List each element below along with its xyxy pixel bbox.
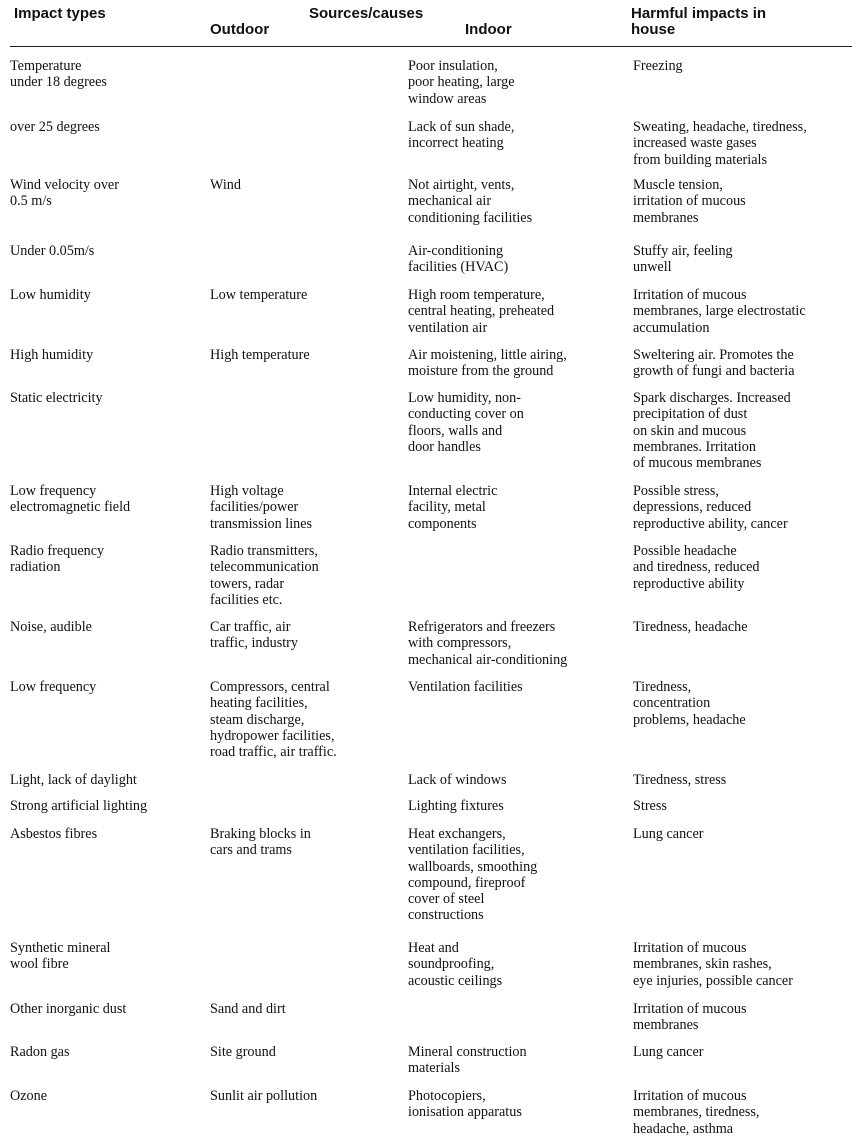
impact-type-cell: Asbestos fibres [10,826,98,842]
impact-type-cell: Temperature under 18 degrees [10,58,107,91]
table-row [10,119,852,177]
harmful-impact-cell: Lung cancer [633,826,704,842]
indoor-source-cell: Refrigerators and freezers with compressors, mechanical air-conditioning [408,619,568,668]
harmful-impact-cell: Irritation of mucous membranes [633,1001,747,1034]
table-row [10,390,852,483]
header-outdoor: Outdoor [210,21,270,38]
header-rule [10,46,852,47]
impacts-table [10,58,852,1147]
harmful-impact-cell: Stress [633,798,667,814]
indoor-source-cell: Internal electric facility, metal components [408,483,498,532]
impact-type-cell: Noise, audible [10,619,92,635]
harmful-impact-cell: Lung cancer [633,1044,704,1060]
table-row [10,940,852,1001]
indoor-source-cell: Photocopiers, ionisation apparatus [408,1088,522,1121]
table-row [10,619,852,679]
indoor-source-cell: Poor insulation, poor heating, large window areas [408,58,515,107]
header-sources-causes: Sources/causes [309,5,424,22]
impact-type-cell: Under 0.05m/s [10,243,95,259]
indoor-source-cell: Air-conditioning facilities (HVAC) [408,243,509,276]
table-row [10,287,852,347]
harmful-impact-cell: Tiredness, stress [633,772,727,788]
indoor-source-cell: Low humidity, non- conducting cover on floors, walls and door handles [408,390,524,455]
impact-type-cell: Wind velocity over 0.5 m/s [10,177,119,210]
outdoor-source-cell [210,772,408,798]
outdoor-source-cell [210,390,408,483]
impact-type-cell: Low humidity [10,287,91,303]
harmful-impact-cell: Irritation of mucous membranes, skin rashes, eye injuries, possible cancer [633,940,793,989]
outdoor-source-cell [210,58,408,119]
table-row [10,826,852,940]
impact-type-cell: Other inorganic dust [10,1001,127,1017]
table-row [10,483,852,543]
table-row [10,1088,852,1147]
indoor-source-cell: Lack of sun shade, incorrect heating [408,119,515,152]
table-row [10,347,852,390]
indoor-source-cell [408,543,633,619]
impact-type-cell: Low frequency electromagnetic field [10,483,131,516]
harmful-impact-cell: Spark discharges. Increased precipitation of dust on skin and mucous membranes. Irritation of mucous membranes [633,390,791,472]
harmful-impact-cell: Stuffy air, feeling unwell [633,243,733,276]
harmful-impact-cell: Tiredness, headache [633,619,748,635]
table-row [10,1044,852,1088]
indoor-source-cell: Lighting fixtures [408,798,504,814]
indoor-source-cell: Mineral construction materials [408,1044,527,1077]
outdoor-source-cell: Braking blocks in cars and trams [210,826,311,859]
indoor-source-cell: Ventilation facilities [408,679,523,695]
outdoor-source-cell: High temperature [210,347,310,363]
outdoor-source-cell: Low temperature [210,287,308,303]
table-row [10,543,852,619]
table-row [10,58,852,119]
table-row [10,679,852,772]
indoor-source-cell: Heat and soundproofing, acoustic ceilings [408,940,503,989]
indoor-source-cell: Air moistening, little airing, moisture from the ground [408,347,567,380]
outdoor-source-cell [210,940,408,1001]
harmful-impact-cell: Possible stress, depressions, reduced reproductive ability, cancer [633,483,788,532]
impact-type-cell: Strong artificial lighting [10,798,148,814]
impact-type-cell: Radio frequency radiation [10,543,105,576]
outdoor-source-cell: High voltage facilities/power transmission lines [210,483,313,532]
indoor-source-cell [408,1001,633,1044]
harmful-impact-cell: Sweltering air. Promotes the growth of fungi and bacteria [633,347,795,380]
harmful-impact-cell: Muscle tension, irritation of mucous membranes [633,177,746,226]
harmful-impact-cell: Tiredness, concentration problems, headache [633,679,746,728]
harmful-impact-cell: Possible headache and tiredness, reduced reproductive ability [633,543,760,592]
impact-type-cell: High humidity [10,347,94,363]
outdoor-source-cell: Radio transmitters, telecommunication towers, radar facilities etc. [210,543,319,608]
harmful-impact-cell: Sweating, headache, tiredness, increased waste gases from building materials [633,119,807,168]
indoor-source-cell: Heat exchangers, ventilation facilities, wallboards, smoothing compound, fireproof cover of steel constructions [408,826,538,924]
header-indoor: Indoor [465,21,512,38]
outdoor-source-cell: Sunlit air pollution [210,1088,318,1104]
harmful-impact-cell: Irritation of mucous membranes, tiredness, headache, asthma [633,1088,760,1137]
table-row [10,772,852,798]
outdoor-source-cell [210,243,408,287]
impact-type-cell: Radon gas [10,1044,70,1060]
impact-type-cell: Synthetic mineral wool fibre [10,940,111,973]
impact-type-cell: Ozone [10,1088,48,1104]
impact-type-cell: Static electricity [10,390,103,406]
outdoor-source-cell: Wind [210,177,241,193]
table-row [10,243,852,287]
harmful-impact-cell: Freezing [633,58,683,74]
outdoor-source-cell [210,119,408,177]
harmful-impact-cell: Irritation of mucous membranes, large electrostatic accumulation [633,287,806,336]
indoor-source-cell: Not airtight, vents, mechanical air conditioning facilities [408,177,533,226]
table-row [10,1001,852,1044]
impact-type-cell: Light, lack of daylight [10,772,137,788]
impact-type-cell: Low frequency [10,679,97,695]
outdoor-source-cell: Site ground [210,1044,276,1060]
header-impact-types: Impact types [14,5,106,22]
table-row [10,177,852,243]
indoor-source-cell: High room temperature, central heating, preheated ventilation air [408,287,555,336]
outdoor-source-cell: Sand and dirt [210,1001,286,1017]
table-row [10,798,852,826]
indoor-source-cell: Lack of windows [408,772,507,788]
header-harmful-impacts: Harmful impacts in house [631,5,767,38]
outdoor-source-cell: Car traffic, air traffic, industry [210,619,298,652]
impacts-table-body [10,58,852,1147]
outdoor-source-cell: Compressors, central heating facilities, steam discharge, hydropower facilities, road traffic, air traffic. [210,679,337,761]
outdoor-source-cell [210,798,408,826]
impact-type-cell: over 25 degrees [10,119,100,135]
